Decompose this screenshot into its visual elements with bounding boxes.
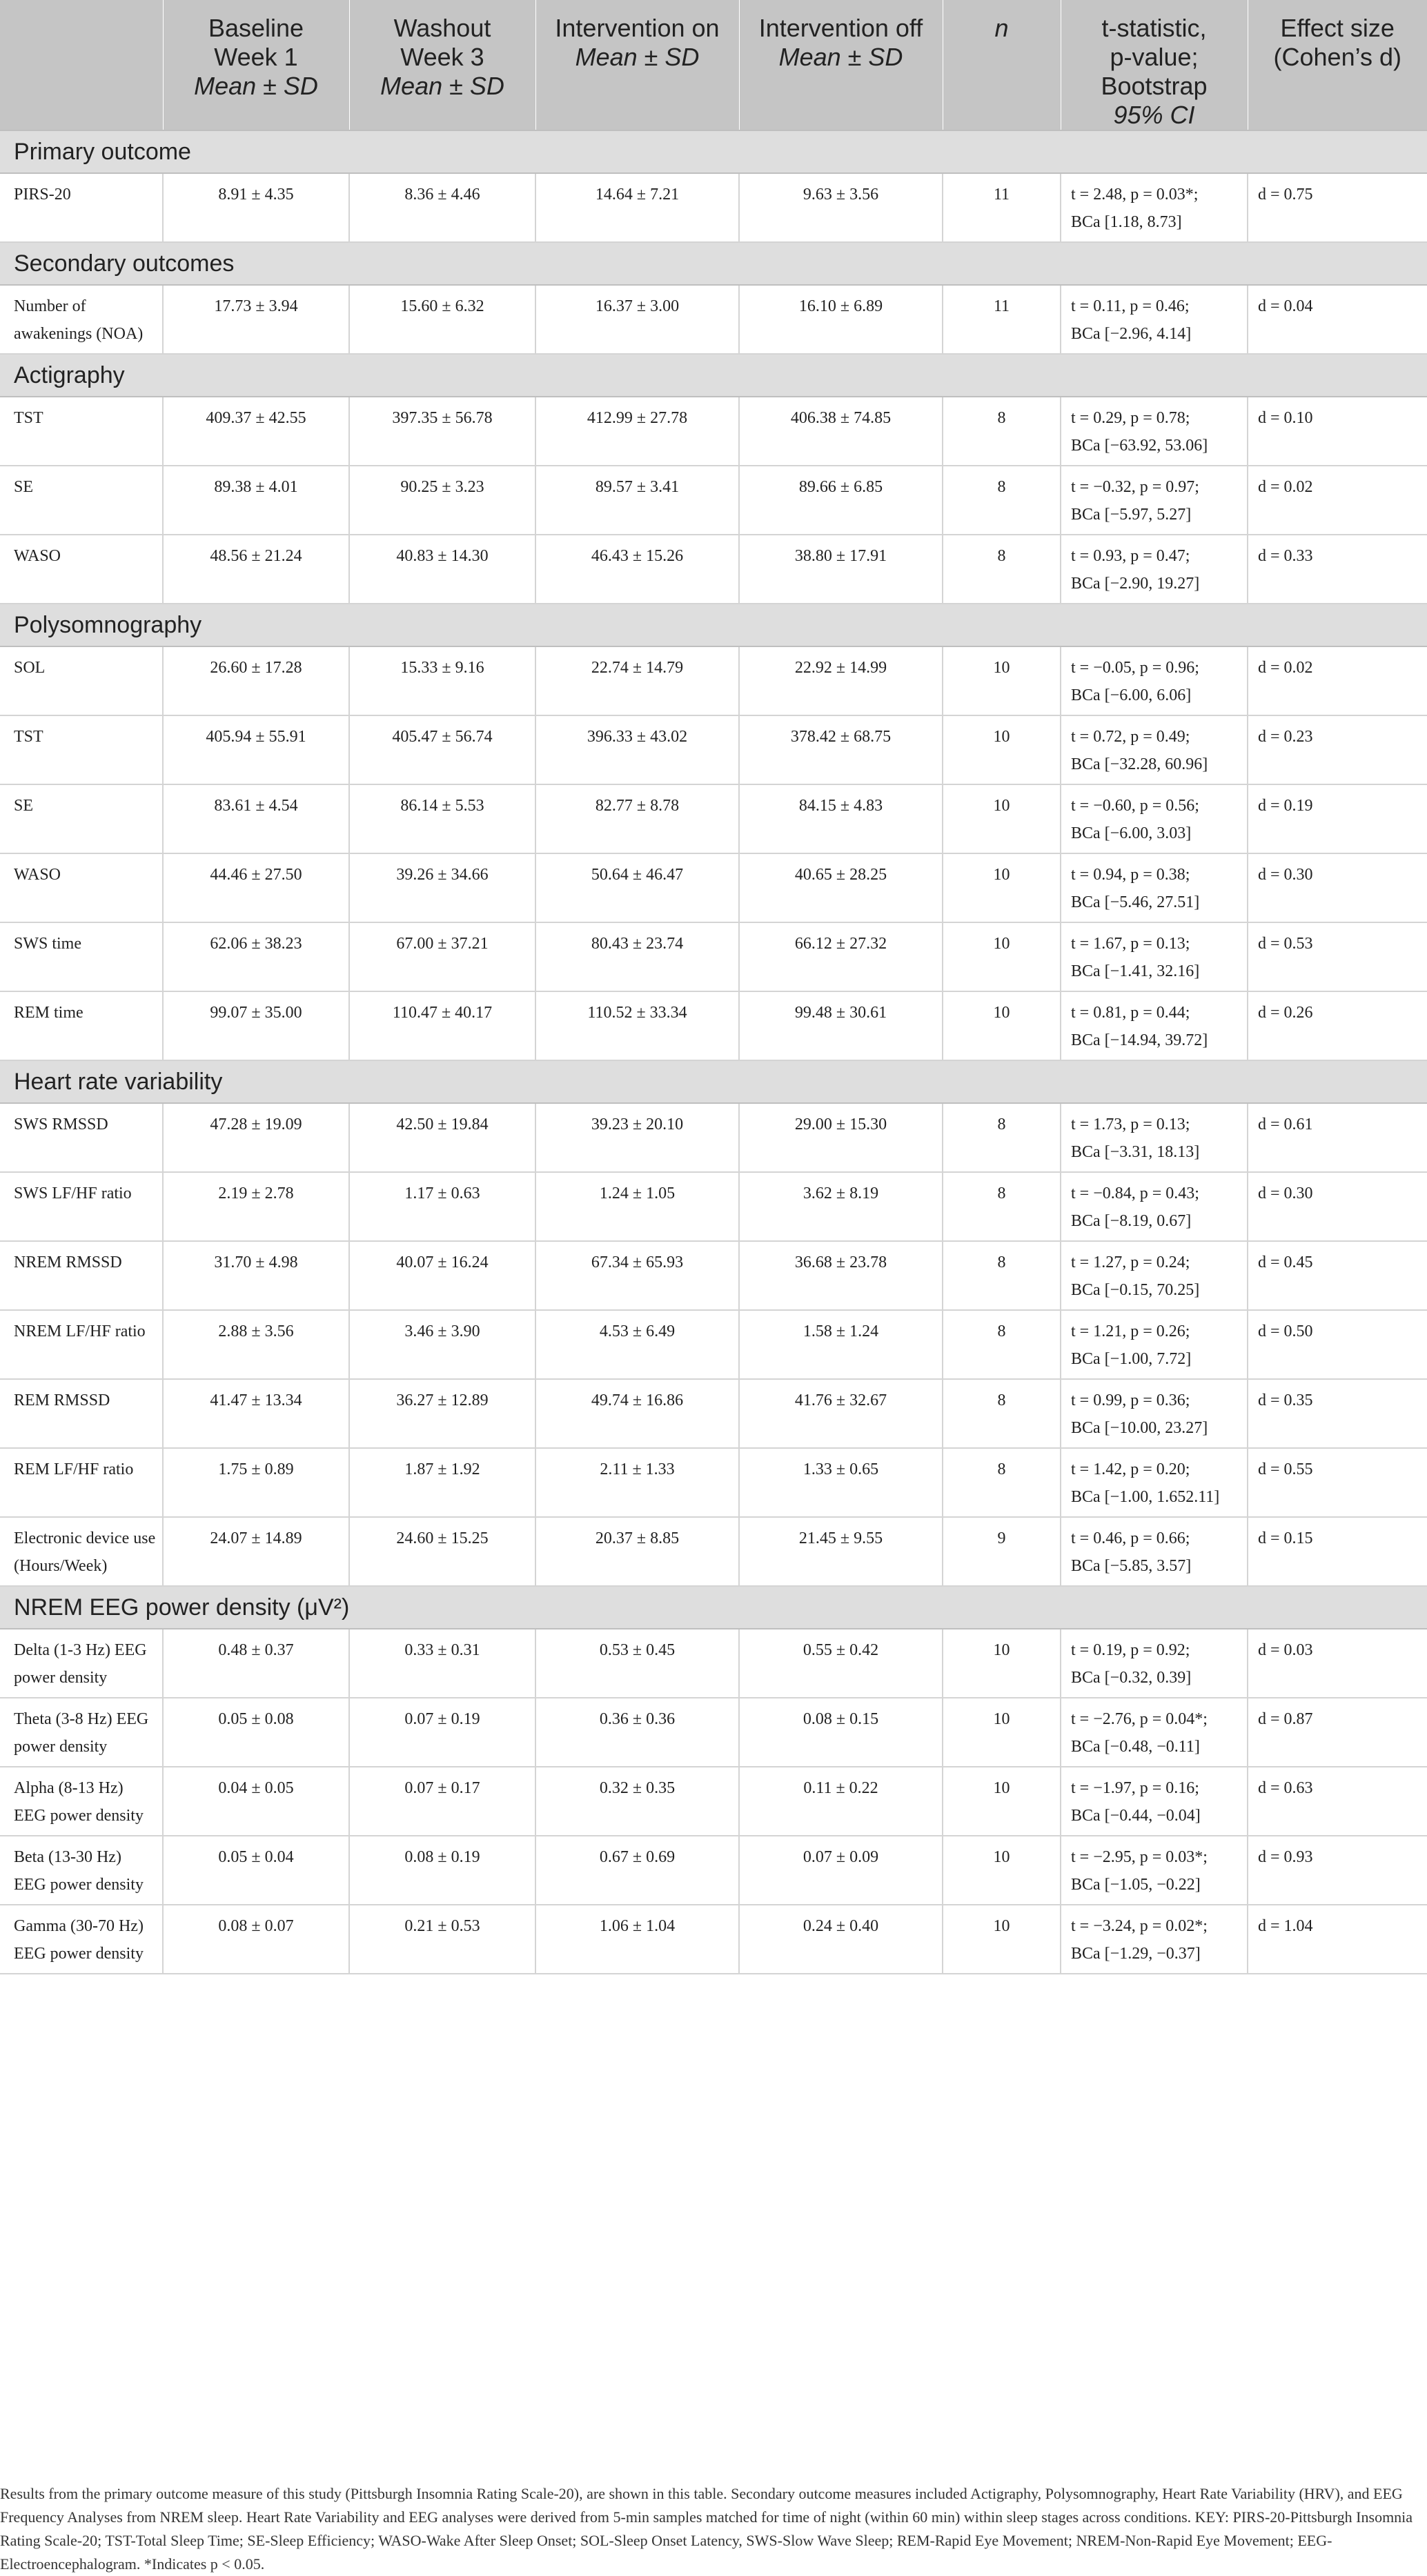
intervention-on-cell: 50.64 ± 46.47 — [535, 853, 739, 922]
statistic-test: t = −0.32, p = 0.97; — [1071, 478, 1199, 496]
header-baseline — [163, 0, 349, 130]
table-row — [0, 173, 1427, 242]
section-title: Actigraphy — [0, 354, 1427, 397]
measure-cell: NREM RMSSD — [0, 1241, 163, 1310]
statistic-test: t = 2.48, p = 0.03*; — [1071, 186, 1199, 204]
intervention-off-cell: 0.08 ± 0.15 — [739, 1698, 943, 1767]
intervention-on-cell: 14.64 ± 7.21 — [535, 173, 739, 242]
washout-cell: 0.33 ± 0.31 — [349, 1629, 535, 1698]
header-washout-line1: Washout — [393, 14, 491, 42]
intervention-off-cell: 406.38 ± 74.85 — [739, 397, 943, 466]
measure-cell: REM time — [0, 991, 163, 1060]
measure-cell: REM RMSSD — [0, 1379, 163, 1448]
baseline-cell: 0.04 ± 0.05 — [163, 1767, 349, 1836]
intervention-off-cell: 0.55 ± 0.42 — [739, 1629, 943, 1698]
baseline-cell: 0.08 ± 0.07 — [163, 1905, 349, 1974]
intervention-off-cell: 36.68 ± 23.78 — [739, 1241, 943, 1310]
header-intervention-on-line2: Mean ± SD — [575, 43, 700, 71]
n-cell: 11 — [943, 285, 1061, 354]
section-title: Polysomnography — [0, 604, 1427, 646]
baseline-cell: 8.91 ± 4.35 — [163, 173, 349, 242]
washout-cell: 42.50 ± 19.84 — [349, 1103, 535, 1172]
baseline-cell: 2.88 ± 3.56 — [163, 1310, 349, 1379]
measure-cell: WASO — [0, 853, 163, 922]
statistic-cell — [1061, 922, 1248, 991]
section-title: Heart rate variability — [0, 1060, 1427, 1103]
header-statistic-line4: 95% CI — [1113, 101, 1195, 129]
baseline-cell: 41.47 ± 13.34 — [163, 1379, 349, 1448]
baseline-cell: 0.05 ± 0.08 — [163, 1698, 349, 1767]
table-row — [0, 1103, 1427, 1172]
measure-cell: SWS RMSSD — [0, 1103, 163, 1172]
table-row — [0, 1517, 1427, 1586]
statistic-cell — [1061, 285, 1248, 354]
baseline-cell: 0.48 ± 0.37 — [163, 1629, 349, 1698]
statistic-cell — [1061, 1448, 1248, 1517]
intervention-on-cell: 0.36 ± 0.36 — [535, 1698, 739, 1767]
intervention-off-cell: 38.80 ± 17.91 — [739, 535, 943, 604]
n-cell: 8 — [943, 1103, 1061, 1172]
statistic-cell — [1061, 1517, 1248, 1586]
statistic-ci: BCa [−5.46, 27.51] — [1071, 893, 1200, 911]
statistic-test: t = 0.81, p = 0.44; — [1071, 1004, 1190, 1022]
intervention-on-cell: 396.33 ± 43.02 — [535, 715, 739, 784]
n-cell: 10 — [943, 922, 1061, 991]
statistic-ci: BCa [−2.96, 4.14] — [1071, 325, 1192, 343]
n-cell: 8 — [943, 1379, 1061, 1448]
intervention-off-cell: 89.66 ± 6.85 — [739, 466, 943, 535]
header-effect-size-line1: Effect size — [1280, 14, 1395, 42]
measure-cell: SOL — [0, 646, 163, 715]
intervention-on-cell: 39.23 ± 20.10 — [535, 1103, 739, 1172]
effect-size-cell: d = 0.30 — [1248, 853, 1427, 922]
effect-size-cell: d = 0.75 — [1248, 173, 1427, 242]
effect-size-cell: d = 0.02 — [1248, 466, 1427, 535]
baseline-cell: 89.38 ± 4.01 — [163, 466, 349, 535]
measure-cell: Electronic device use (Hours/Week) — [0, 1517, 163, 1586]
table-row — [0, 1448, 1427, 1517]
measure-cell: Beta (13-30 Hz) EEG power density — [0, 1836, 163, 1905]
header-statistic — [1061, 0, 1248, 130]
table-row — [0, 715, 1427, 784]
intervention-off-cell: 16.10 ± 6.89 — [739, 285, 943, 354]
table-row — [0, 853, 1427, 922]
intervention-off-cell: 0.11 ± 0.22 — [739, 1767, 943, 1836]
measure-cell: NREM LF/HF ratio — [0, 1310, 163, 1379]
washout-cell: 397.35 ± 56.78 — [349, 397, 535, 466]
intervention-off-cell: 29.00 ± 15.30 — [739, 1103, 943, 1172]
washout-cell: 3.46 ± 3.90 — [349, 1310, 535, 1379]
header-washout — [349, 0, 535, 130]
statistic-cell — [1061, 715, 1248, 784]
statistic-test: t = 1.67, p = 0.13; — [1071, 935, 1190, 953]
table-row — [0, 1241, 1427, 1310]
n-cell: 8 — [943, 466, 1061, 535]
table-row — [0, 466, 1427, 535]
washout-cell: 0.07 ± 0.19 — [349, 1698, 535, 1767]
statistic-test: t = −3.24, p = 0.02*; — [1071, 1917, 1208, 1935]
washout-cell: 1.17 ± 0.63 — [349, 1172, 535, 1241]
statistic-test: t = 0.29, p = 0.78; — [1071, 409, 1190, 427]
intervention-off-cell: 378.42 ± 68.75 — [739, 715, 943, 784]
n-cell: 8 — [943, 1310, 1061, 1379]
header-statistic-line3: Bootstrap — [1101, 72, 1208, 100]
effect-size-cell: d = 0.26 — [1248, 991, 1427, 1060]
statistic-test: t = 0.11, p = 0.46; — [1071, 297, 1190, 315]
intervention-off-cell: 9.63 ± 3.56 — [739, 173, 943, 242]
header-baseline-line3: Mean ± SD — [194, 72, 318, 100]
header-effect-size-line2: (Cohen’s d) — [1273, 43, 1401, 71]
intervention-on-cell: 412.99 ± 27.78 — [535, 397, 739, 466]
statistic-ci: BCa [−1.29, −0.37] — [1071, 1945, 1201, 1963]
baseline-cell: 62.06 ± 38.23 — [163, 922, 349, 991]
statistic-cell — [1061, 1241, 1248, 1310]
effect-size-cell: d = 1.04 — [1248, 1905, 1427, 1974]
measure-cell: WASO — [0, 535, 163, 604]
header-row — [0, 0, 1427, 130]
baseline-cell: 2.19 ± 2.78 — [163, 1172, 349, 1241]
effect-size-cell: d = 0.02 — [1248, 646, 1427, 715]
statistic-test: t = 0.19, p = 0.92; — [1071, 1641, 1190, 1659]
measure-cell: Alpha (8-13 Hz) EEG power density — [0, 1767, 163, 1836]
washout-cell: 110.47 ± 40.17 — [349, 991, 535, 1060]
intervention-off-cell: 1.58 ± 1.24 — [739, 1310, 943, 1379]
intervention-on-cell: 46.43 ± 15.26 — [535, 535, 739, 604]
effect-size-cell: d = 0.03 — [1248, 1629, 1427, 1698]
washout-cell: 0.07 ± 0.17 — [349, 1767, 535, 1836]
n-cell: 10 — [943, 1905, 1061, 1974]
washout-cell: 90.25 ± 3.23 — [349, 466, 535, 535]
washout-cell: 0.21 ± 0.53 — [349, 1905, 535, 1974]
statistic-test: t = 1.73, p = 0.13; — [1071, 1116, 1190, 1133]
baseline-cell: 405.94 ± 55.91 — [163, 715, 349, 784]
intervention-off-cell: 3.62 ± 8.19 — [739, 1172, 943, 1241]
measure-cell: Theta (3-8 Hz) EEG power density — [0, 1698, 163, 1767]
effect-size-cell: d = 0.87 — [1248, 1698, 1427, 1767]
statistic-ci: BCa [−5.97, 5.27] — [1071, 506, 1192, 524]
washout-cell: 405.47 ± 56.74 — [349, 715, 535, 784]
header-n — [943, 0, 1061, 130]
statistic-ci: BCa [−8.19, 0.67] — [1071, 1212, 1192, 1230]
statistic-test: t = −0.05, p = 0.96; — [1071, 659, 1199, 677]
washout-cell: 36.27 ± 12.89 — [349, 1379, 535, 1448]
washout-cell: 24.60 ± 15.25 — [349, 1517, 535, 1586]
section-row — [0, 242, 1427, 285]
effect-size-cell: d = 0.33 — [1248, 535, 1427, 604]
statistic-test: t = 1.27, p = 0.24; — [1071, 1254, 1190, 1271]
intervention-off-cell: 99.48 ± 30.61 — [739, 991, 943, 1060]
intervention-on-cell: 1.06 ± 1.04 — [535, 1905, 739, 1974]
effect-size-cell: d = 0.15 — [1248, 1517, 1427, 1586]
intervention-on-cell: 20.37 ± 8.85 — [535, 1517, 739, 1586]
n-cell: 10 — [943, 1767, 1061, 1836]
n-cell: 8 — [943, 535, 1061, 604]
statistic-ci: BCa [−6.00, 3.03] — [1071, 824, 1192, 842]
measure-cell: TST — [0, 397, 163, 466]
statistic-ci: BCa [−3.31, 18.13] — [1071, 1143, 1200, 1161]
washout-cell: 67.00 ± 37.21 — [349, 922, 535, 991]
statistic-ci: BCa [1.18, 8.73] — [1071, 213, 1182, 231]
washout-cell: 1.87 ± 1.92 — [349, 1448, 535, 1517]
baseline-cell: 83.61 ± 4.54 — [163, 784, 349, 853]
statistic-ci: BCa [−10.00, 23.27] — [1071, 1419, 1208, 1437]
n-cell: 10 — [943, 784, 1061, 853]
statistic-test: t = −1.97, p = 0.16; — [1071, 1779, 1199, 1797]
washout-cell: 15.60 ± 6.32 — [349, 285, 535, 354]
baseline-cell: 1.75 ± 0.89 — [163, 1448, 349, 1517]
header-statistic-line1: t-statistic, — [1101, 14, 1207, 42]
statistic-test: t = 0.99, p = 0.36; — [1071, 1391, 1190, 1409]
statistic-test: t = 0.46, p = 0.66; — [1071, 1529, 1190, 1547]
statistic-cell — [1061, 784, 1248, 853]
header-n-label: n — [994, 14, 1009, 42]
intervention-on-cell: 4.53 ± 6.49 — [535, 1310, 739, 1379]
n-cell: 11 — [943, 173, 1061, 242]
statistic-cell — [1061, 1698, 1248, 1767]
statistic-cell — [1061, 1836, 1248, 1905]
effect-size-cell: d = 0.45 — [1248, 1241, 1427, 1310]
effect-size-cell: d = 0.61 — [1248, 1103, 1427, 1172]
statistic-cell — [1061, 1310, 1248, 1379]
effect-size-cell: d = 0.63 — [1248, 1767, 1427, 1836]
statistic-ci: BCa [−1.00, 7.72] — [1071, 1350, 1192, 1368]
header-intervention-off — [739, 0, 943, 130]
baseline-cell: 31.70 ± 4.98 — [163, 1241, 349, 1310]
statistic-test: t = 1.42, p = 0.20; — [1071, 1460, 1190, 1478]
baseline-cell: 44.46 ± 27.50 — [163, 853, 349, 922]
intervention-on-cell: 16.37 ± 3.00 — [535, 285, 739, 354]
statistic-test: t = −2.76, p = 0.04*; — [1071, 1710, 1208, 1728]
statistic-test: t = −2.95, p = 0.03*; — [1071, 1848, 1208, 1866]
washout-cell: 15.33 ± 9.16 — [349, 646, 535, 715]
header-intervention-on — [535, 0, 739, 130]
section-row — [0, 130, 1427, 173]
statistic-ci: BCa [−1.00, 1.652.11] — [1071, 1488, 1220, 1506]
baseline-cell: 0.05 ± 0.04 — [163, 1836, 349, 1905]
measure-cell: REM LF/HF ratio — [0, 1448, 163, 1517]
statistic-ci: BCa [−1.41, 32.16] — [1071, 962, 1200, 980]
table-row — [0, 784, 1427, 853]
intervention-off-cell: 40.65 ± 28.25 — [739, 853, 943, 922]
washout-cell: 39.26 ± 34.66 — [349, 853, 535, 922]
section-row — [0, 354, 1427, 397]
header-statistic-line2: p-value; — [1110, 43, 1199, 71]
section-title: Secondary outcomes — [0, 242, 1427, 285]
effect-size-cell: d = 0.35 — [1248, 1379, 1427, 1448]
table-row — [0, 1172, 1427, 1241]
table-row — [0, 285, 1427, 354]
statistic-cell — [1061, 535, 1248, 604]
statistic-ci: BCa [−32.28, 60.96] — [1071, 755, 1208, 773]
baseline-cell: 47.28 ± 19.09 — [163, 1103, 349, 1172]
table-row — [0, 1310, 1427, 1379]
n-cell: 10 — [943, 1698, 1061, 1767]
effect-size-cell: d = 0.50 — [1248, 1310, 1427, 1379]
table-row — [0, 1379, 1427, 1448]
header-intervention-off-line2: Mean ± SD — [778, 43, 903, 71]
statistic-cell — [1061, 466, 1248, 535]
n-cell: 9 — [943, 1517, 1061, 1586]
statistic-test: t = −0.84, p = 0.43; — [1071, 1185, 1199, 1202]
effect-size-cell: d = 0.23 — [1248, 715, 1427, 784]
washout-cell: 0.08 ± 0.19 — [349, 1836, 535, 1905]
table-footnote: Results from the primary outcome measure of this study (Pittsburgh Insomnia Rating Scale-20), are shown in this table. Secondary outcome measures included Actigraphy, Polysomnography, Heart Rate Variability (HRV), and EEG Frequency Analyses from NREM sleep. Heart Rate Variability and EEG analyses were derived from 5-min samples matched for time of night (within 60 min) within sleep stages across conditions. KEY: PIRS-20-Pittsburgh Insomnia Rating Scale-20; TST-Total Sleep Time; SE-Sleep Efficiency; WASO-Wake After Sleep Onset; SOL-Sleep Onset Latency, SWS-Slow Wave Sleep; REM-Rapid Eye Movement; NREM-Non-Rapid Eye Movement; EEG-Electroencephalogram. *Indicates p < 0.05. — [0, 2485, 1413, 2573]
n-cell: 10 — [943, 853, 1061, 922]
statistic-cell — [1061, 173, 1248, 242]
statistic-test: t = 0.93, p = 0.47; — [1071, 547, 1190, 565]
n-cell: 10 — [943, 715, 1061, 784]
intervention-off-cell: 21.45 ± 9.55 — [739, 1517, 943, 1586]
section-title: Primary outcome — [0, 130, 1427, 173]
n-cell: 8 — [943, 397, 1061, 466]
intervention-on-cell: 89.57 ± 3.41 — [535, 466, 739, 535]
statistic-test: t = 0.94, p = 0.38; — [1071, 866, 1190, 884]
statistic-ci: BCa [−0.48, −0.11] — [1071, 1738, 1200, 1756]
measure-cell: Number of awakenings (NOA) — [0, 285, 163, 354]
washout-cell: 8.36 ± 4.46 — [349, 173, 535, 242]
n-cell: 8 — [943, 1448, 1061, 1517]
n-cell: 10 — [943, 991, 1061, 1060]
intervention-on-cell: 49.74 ± 16.86 — [535, 1379, 739, 1448]
washout-cell: 86.14 ± 5.53 — [349, 784, 535, 853]
washout-cell: 40.07 ± 16.24 — [349, 1241, 535, 1310]
statistic-ci: BCa [−14.94, 39.72] — [1071, 1031, 1208, 1049]
statistic-cell — [1061, 1172, 1248, 1241]
header-intervention-on-line1: Intervention on — [555, 14, 720, 42]
effect-size-cell: d = 0.10 — [1248, 397, 1427, 466]
statistic-cell — [1061, 991, 1248, 1060]
intervention-on-cell: 67.34 ± 65.93 — [535, 1241, 739, 1310]
statistic-cell — [1061, 397, 1248, 466]
statistic-ci: BCa [−0.15, 70.25] — [1071, 1281, 1200, 1299]
effect-size-cell: d = 0.30 — [1248, 1172, 1427, 1241]
measure-cell: Delta (1-3 Hz) EEG power density — [0, 1629, 163, 1698]
measure-cell: Gamma (30-70 Hz) EEG power density — [0, 1905, 163, 1974]
intervention-on-cell: 0.67 ± 0.69 — [535, 1836, 739, 1905]
table-row — [0, 1698, 1427, 1767]
table-row — [0, 646, 1427, 715]
intervention-off-cell: 66.12 ± 27.32 — [739, 922, 943, 991]
header-washout-line2: Week 3 — [400, 43, 484, 71]
baseline-cell: 26.60 ± 17.28 — [163, 646, 349, 715]
measure-cell: TST — [0, 715, 163, 784]
measure-cell: PIRS-20 — [0, 173, 163, 242]
n-cell: 10 — [943, 1629, 1061, 1698]
statistic-cell — [1061, 646, 1248, 715]
intervention-off-cell: 22.92 ± 14.99 — [739, 646, 943, 715]
intervention-on-cell: 110.52 ± 33.34 — [535, 991, 739, 1060]
table-row — [0, 991, 1427, 1060]
table-row — [0, 922, 1427, 991]
header-effect-size — [1248, 0, 1427, 130]
header-intervention-off-line1: Intervention off — [758, 14, 923, 42]
washout-cell: 40.83 ± 14.30 — [349, 535, 535, 604]
header-baseline-line2: Week 1 — [214, 43, 298, 71]
table-row — [0, 1767, 1427, 1836]
intervention-off-cell: 84.15 ± 4.83 — [739, 784, 943, 853]
intervention-on-cell: 1.24 ± 1.05 — [535, 1172, 739, 1241]
baseline-cell: 17.73 ± 3.94 — [163, 285, 349, 354]
effect-size-cell: d = 0.04 — [1248, 285, 1427, 354]
statistic-cell — [1061, 1905, 1248, 1974]
section-row — [0, 604, 1427, 646]
effect-size-cell: d = 0.53 — [1248, 922, 1427, 991]
header-measure — [0, 0, 163, 130]
statistic-test: t = −0.60, p = 0.56; — [1071, 797, 1199, 815]
effect-size-cell: d = 0.19 — [1248, 784, 1427, 853]
measure-cell: SE — [0, 784, 163, 853]
statistic-ci: BCa [−2.90, 19.27] — [1071, 575, 1200, 593]
measure-cell: SE — [0, 466, 163, 535]
intervention-on-cell: 82.77 ± 8.78 — [535, 784, 739, 853]
header-washout-line3: Mean ± SD — [380, 72, 504, 100]
table-row — [0, 397, 1427, 466]
section-row — [0, 1060, 1427, 1103]
statistic-ci: BCa [−5.85, 3.57] — [1071, 1557, 1192, 1575]
baseline-cell: 99.07 ± 35.00 — [163, 991, 349, 1060]
section-row — [0, 1586, 1427, 1629]
section-title: NREM EEG power density (μV²) — [0, 1586, 1427, 1629]
intervention-on-cell: 0.32 ± 0.35 — [535, 1767, 739, 1836]
effect-size-cell: d = 0.93 — [1248, 1836, 1427, 1905]
measure-cell: SWS time — [0, 922, 163, 991]
measure-cell: SWS LF/HF ratio — [0, 1172, 163, 1241]
statistic-test: t = 1.21, p = 0.26; — [1071, 1322, 1190, 1340]
statistic-test: t = 0.72, p = 0.49; — [1071, 728, 1190, 746]
intervention-off-cell: 1.33 ± 0.65 — [739, 1448, 943, 1517]
table-row — [0, 1836, 1427, 1905]
statistic-ci: BCa [−0.44, −0.04] — [1071, 1807, 1201, 1825]
n-cell: 8 — [943, 1172, 1061, 1241]
statistic-ci: BCa [−63.92, 53.06] — [1071, 437, 1208, 455]
statistic-ci: BCa [−1.05, −0.22] — [1071, 1876, 1201, 1894]
header-baseline-line1: Baseline — [208, 14, 304, 42]
statistic-ci: BCa [−6.00, 6.06] — [1071, 686, 1192, 704]
table-row — [0, 1905, 1427, 1974]
intervention-on-cell: 0.53 ± 0.45 — [535, 1629, 739, 1698]
intervention-off-cell: 0.24 ± 0.40 — [739, 1905, 943, 1974]
intervention-on-cell: 2.11 ± 1.33 — [535, 1448, 739, 1517]
statistic-cell — [1061, 1767, 1248, 1836]
statistic-cell — [1061, 1629, 1248, 1698]
intervention-on-cell: 80.43 ± 23.74 — [535, 922, 739, 991]
statistic-ci: BCa [−0.32, 0.39] — [1071, 1669, 1192, 1687]
baseline-cell: 48.56 ± 21.24 — [163, 535, 349, 604]
n-cell: 10 — [943, 646, 1061, 715]
table-body — [0, 130, 1427, 1974]
table-row — [0, 1629, 1427, 1698]
n-cell: 8 — [943, 1241, 1061, 1310]
effect-size-cell: d = 0.55 — [1248, 1448, 1427, 1517]
statistic-cell — [1061, 853, 1248, 922]
baseline-cell: 24.07 ± 14.89 — [163, 1517, 349, 1586]
intervention-off-cell: 0.07 ± 0.09 — [739, 1836, 943, 1905]
intervention-on-cell: 22.74 ± 14.79 — [535, 646, 739, 715]
statistic-cell — [1061, 1379, 1248, 1448]
intervention-off-cell: 41.76 ± 32.67 — [739, 1379, 943, 1448]
statistic-cell — [1061, 1103, 1248, 1172]
baseline-cell: 409.37 ± 42.55 — [163, 397, 349, 466]
n-cell: 10 — [943, 1836, 1061, 1905]
table-row — [0, 535, 1427, 604]
